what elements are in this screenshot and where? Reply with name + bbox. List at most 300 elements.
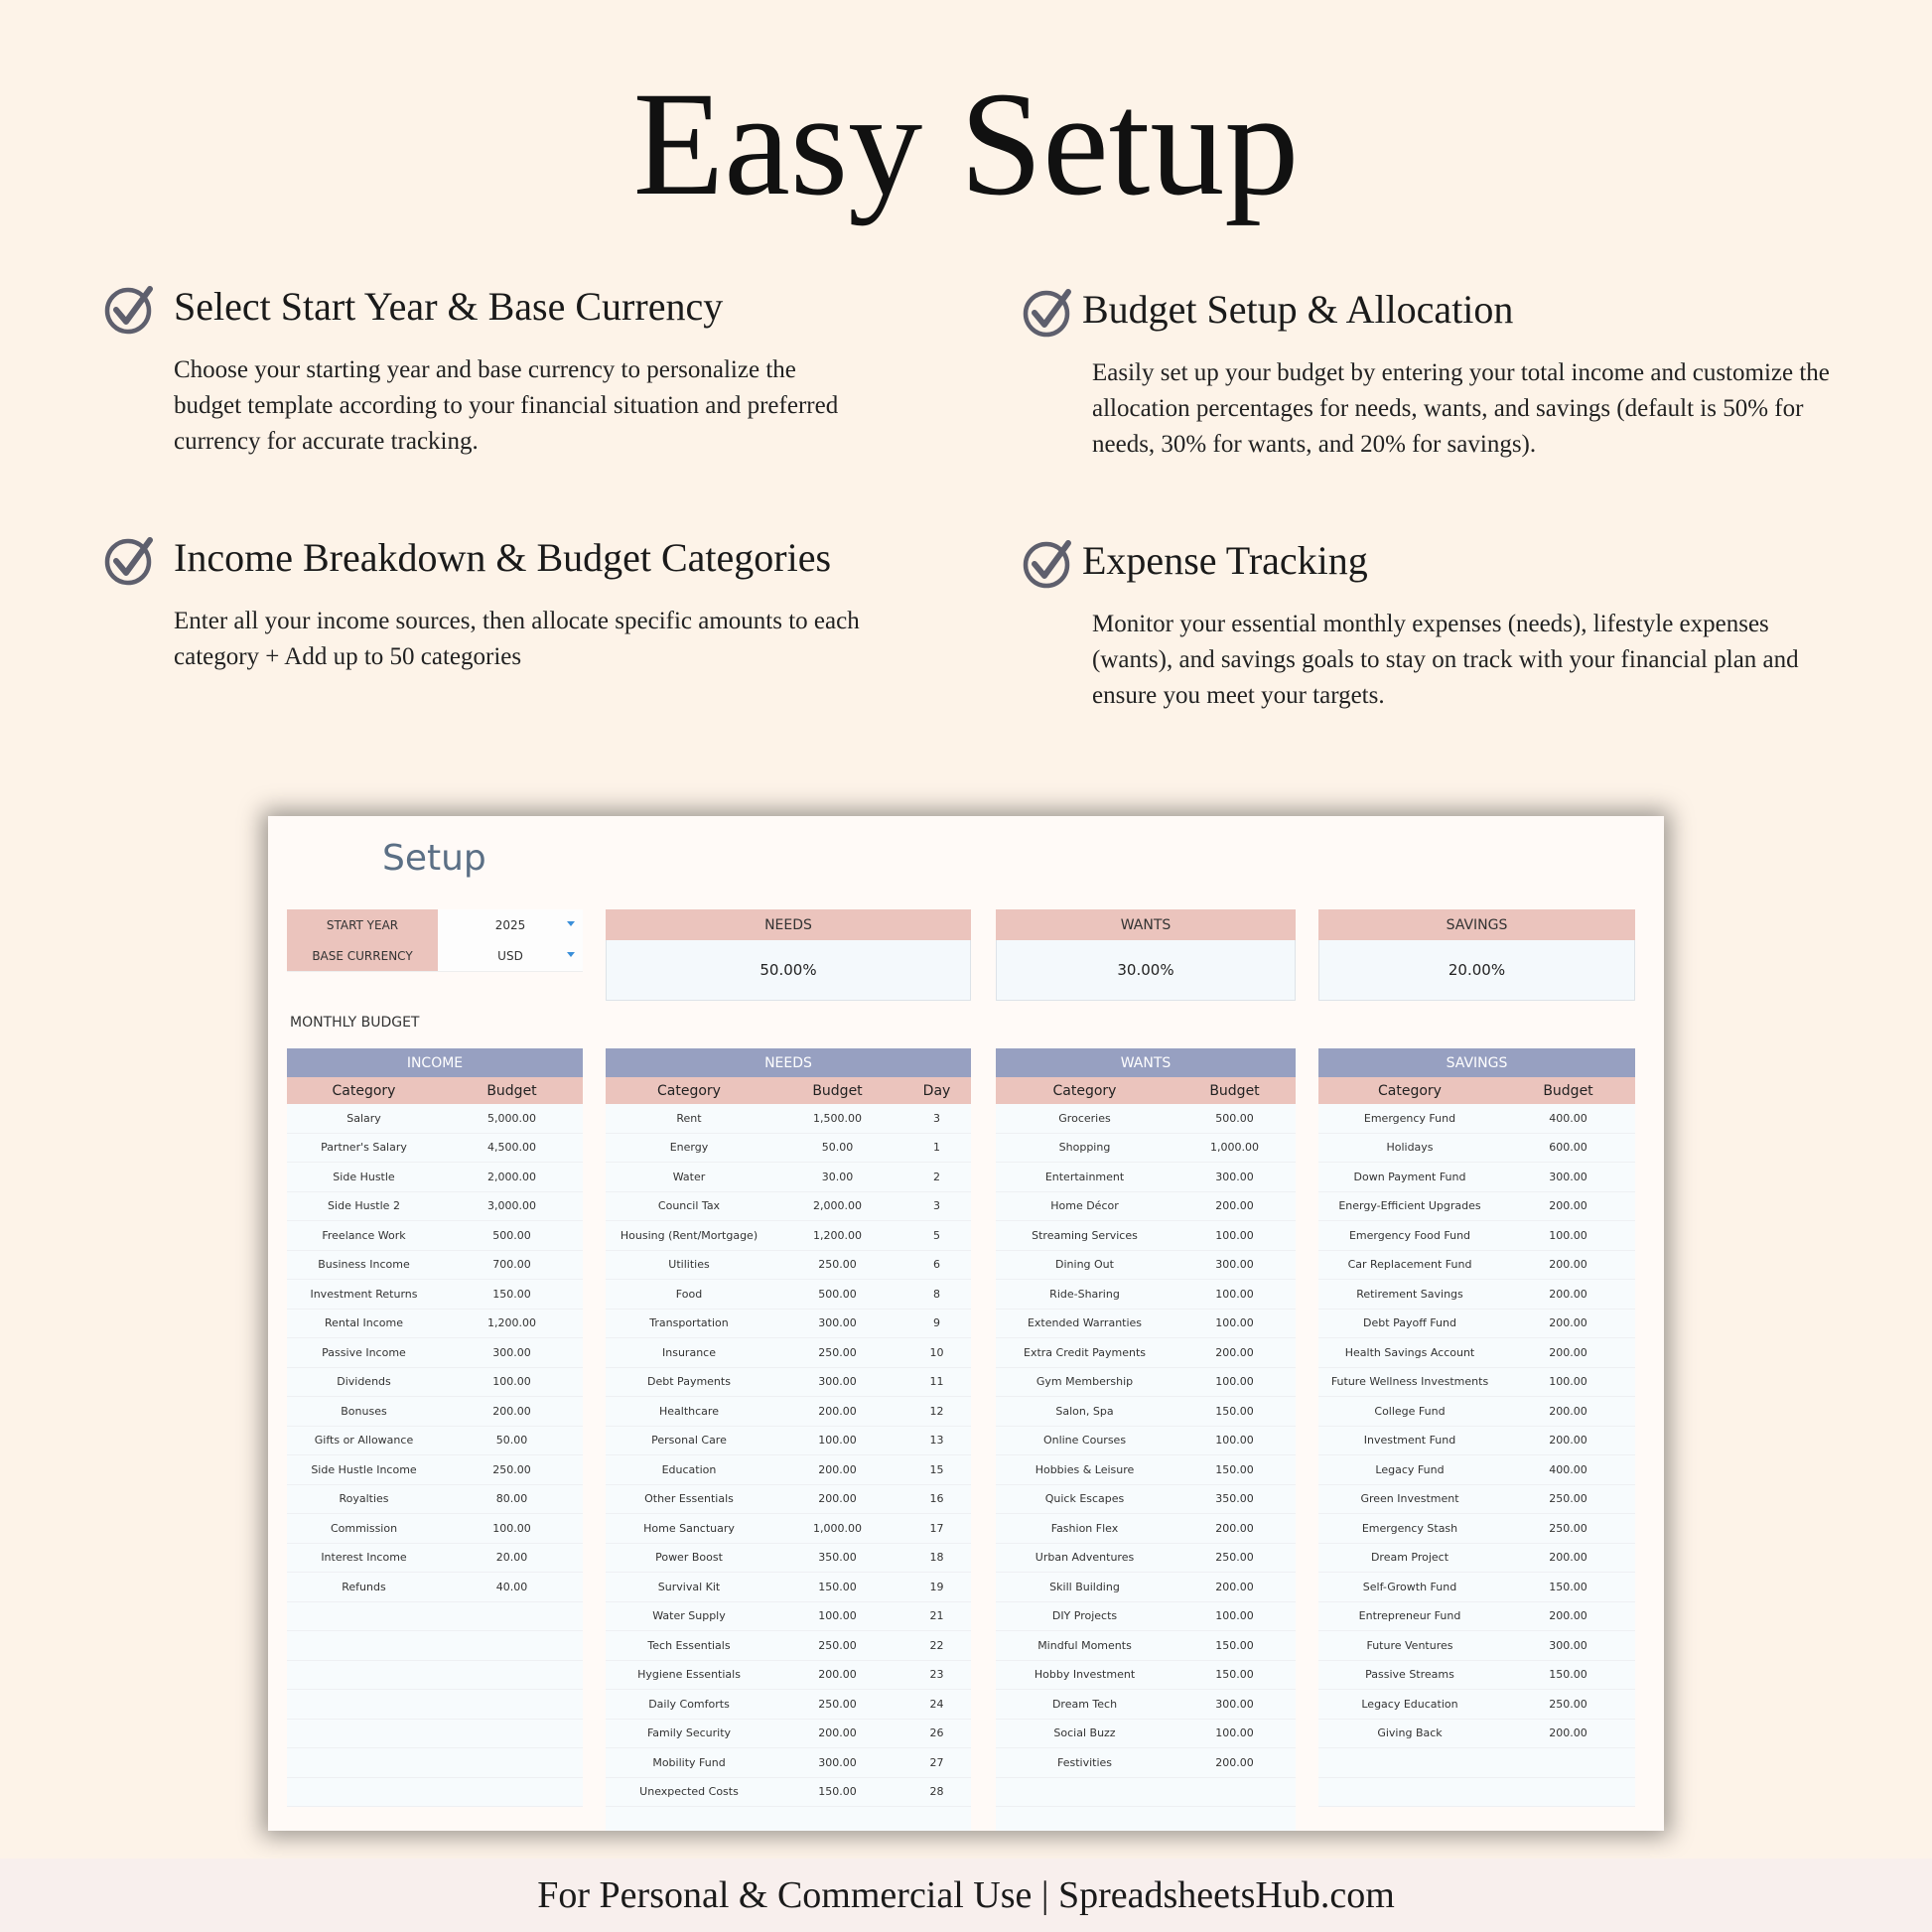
table-cell[interactable]: 200.00 [1549,1345,1587,1359]
table-cell[interactable]: Green Investment [1360,1492,1459,1506]
table-cell[interactable]: 26 [929,1726,944,1740]
table-row [996,1104,1296,1134]
table-cell[interactable]: 200.00 [818,1492,857,1506]
table-cell[interactable]: Online Courses [1042,1434,1127,1448]
table-cell[interactable]: 5 [933,1228,940,1242]
table-cell[interactable]: 3,000.00 [487,1199,536,1213]
table-cell[interactable]: Energy-Efficient Upgrades [1338,1199,1481,1213]
table-cell[interactable]: 200.00 [1549,1551,1587,1565]
column-header: Category [1378,1082,1442,1099]
table-cell[interactable]: Personal Care [651,1434,727,1448]
table-cell[interactable]: 12 [929,1404,944,1418]
table-cell[interactable]: 5,000.00 [487,1111,536,1125]
table-row [1318,1163,1635,1192]
column-header: Category [332,1082,396,1099]
table-cell[interactable]: Water Supply [652,1609,726,1623]
table-cell[interactable]: 18 [929,1551,944,1565]
table-row [996,1163,1296,1192]
table-cell[interactable]: 30.00 [821,1170,854,1183]
table-cell[interactable]: Other Essentials [644,1492,734,1506]
table-row [996,1631,1296,1661]
table-row [606,1192,971,1222]
table-cell[interactable]: 150.00 [1549,1668,1587,1682]
table-cell[interactable]: 100.00 [492,1375,531,1389]
table-cell[interactable]: Daily Comforts [648,1697,730,1711]
table-cell[interactable]: Urban Adventures [1035,1551,1135,1565]
table-cell[interactable]: Partner's Salary [321,1141,407,1155]
table-row [996,1455,1296,1485]
empty-row[interactable] [287,1631,583,1661]
table-cell[interactable]: 150.00 [1215,1638,1254,1652]
empty-row[interactable] [287,1602,583,1632]
table-cell[interactable]: Debt Payments [647,1375,731,1389]
table-cell[interactable]: 16 [929,1492,944,1506]
column-header: Budget [812,1082,863,1099]
table-cell[interactable]: Self-Growth Fund [1362,1580,1457,1593]
table-cell[interactable]: 6 [933,1258,940,1272]
table-cell[interactable]: 100.00 [1215,1434,1254,1448]
table-cell[interactable]: 100.00 [818,1434,857,1448]
page-title: Easy Setup [632,62,1300,226]
table-cell[interactable]: 200.00 [1549,1258,1587,1272]
table-cell[interactable]: 22 [929,1638,944,1652]
table-cell[interactable]: Rental Income [325,1316,403,1330]
table-cell[interactable]: 700.00 [492,1258,531,1272]
start-year-label: START YEAR [287,909,438,940]
check-circle-icon [1023,537,1074,589]
table-cell[interactable]: Gifts or Allowance [314,1434,414,1448]
table-cell[interactable]: 200.00 [1549,1434,1587,1448]
table-cell[interactable]: Down Payment Fund [1353,1170,1466,1183]
empty-row[interactable] [996,1807,1296,1831]
table-cell[interactable]: Health Savings Account [1344,1345,1475,1359]
table-cell[interactable]: Extra Credit Payments [1024,1345,1146,1359]
table-cell[interactable]: 300.00 [1549,1170,1587,1183]
empty-row[interactable] [287,1748,583,1778]
table-cell[interactable]: 3 [933,1199,940,1213]
table-title: SAVINGS [1318,1048,1635,1077]
table-cell[interactable]: 200.00 [1549,1199,1587,1213]
table-title: WANTS [996,1048,1296,1077]
table-row [287,1397,583,1427]
table-cell[interactable]: Legacy Fund [1375,1462,1445,1476]
empty-row[interactable] [1318,1748,1635,1778]
column-header-row [606,1077,971,1104]
needs-percentage-input[interactable]: 50.00% [606,940,971,1001]
table-cell[interactable]: Groceries [1058,1111,1111,1125]
allocation-label: NEEDS [606,909,971,940]
table-cell[interactable]: Side Hustle Income [311,1462,417,1476]
feature-heading: Expense Tracking [1082,538,1368,583]
allocation-label: WANTS [996,909,1296,940]
table-cell[interactable]: 500.00 [492,1228,531,1242]
table-cell[interactable]: 350.00 [818,1551,857,1565]
column-header: Category [1052,1082,1117,1099]
table-row [1318,1427,1635,1456]
table-row [606,1748,971,1778]
empty-row[interactable] [287,1690,583,1720]
table-cell[interactable]: Investment Fund [1363,1434,1456,1448]
table-cell[interactable]: Legacy Education [1361,1697,1458,1711]
table-cell[interactable]: 300.00 [492,1345,531,1359]
table-cell[interactable]: 200.00 [818,1404,857,1418]
feature-body: Easily set up your budget by entering your total income and customize the allocation percentages for needs, wants, and savings (default is 50% for needs, 30% for wants, and 20% for savings). [1092,359,1830,458]
table-row [1318,1720,1635,1749]
table-cell[interactable]: 1,200.00 [487,1316,536,1330]
table-cell[interactable]: Hygiene Essentials [637,1668,741,1682]
table-cell[interactable]: 250.00 [818,1697,857,1711]
column-header: Budget [1543,1082,1593,1099]
table-title: INCOME [287,1048,583,1077]
empty-row[interactable] [606,1807,971,1831]
column-header-row [1318,1077,1635,1104]
table-row [1318,1485,1635,1515]
table-cell[interactable]: 200.00 [1549,1404,1587,1418]
table-cell[interactable]: Festivities [1056,1755,1113,1769]
table-cell[interactable]: 3 [933,1111,940,1125]
table-row [996,1310,1296,1339]
table-row [996,1485,1296,1515]
table-cell[interactable]: 250.00 [818,1258,857,1272]
table-cell[interactable]: 200.00 [1215,1521,1254,1535]
table-cell[interactable]: 400.00 [1549,1111,1587,1125]
wants-table [996,1048,1296,1831]
table-cell[interactable]: Entrepreneur Fund [1358,1609,1461,1623]
table-cell[interactable]: 600.00 [1549,1141,1587,1155]
table-cell[interactable]: Ride-Sharing [1049,1287,1120,1301]
table-row [606,1251,971,1281]
feature-body: Choose your starting year and base currency to personalize the budget template according to your financial situation and preferred currency for accurate tracking. [174,356,839,455]
table-cell[interactable]: 100.00 [492,1521,531,1535]
table-cell[interactable]: Royalties [339,1492,389,1506]
table-cell[interactable]: Dream Tech [1051,1697,1118,1711]
table-cell[interactable]: 9 [933,1316,940,1330]
table-cell[interactable]: Extended Warranties [1027,1316,1143,1330]
table-row [287,1573,583,1602]
table-row [606,1778,971,1808]
table-cell[interactable]: Future Wellness Investments [1330,1375,1489,1389]
table-cell[interactable]: 100.00 [1215,1726,1254,1740]
feature-heading: Select Start Year & Base Currency [174,284,724,329]
table-cell[interactable]: Quick Escapes [1044,1492,1125,1506]
table-cell[interactable]: 250.00 [492,1462,531,1476]
table-cell[interactable]: Hobbies & Leisure [1035,1462,1135,1476]
table-cell[interactable]: Housing (Rent/Mortgage) [620,1228,759,1242]
table-cell[interactable]: 150.00 [818,1785,857,1799]
table-row [287,1221,583,1251]
table-cell[interactable]: Shopping [1058,1141,1111,1155]
table-cell[interactable]: Commission [330,1521,398,1535]
table-cell[interactable]: Gym Membership [1035,1375,1134,1389]
table-cell[interactable]: 150.00 [1215,1462,1254,1476]
table-cell[interactable]: 21 [929,1609,944,1623]
table-cell[interactable]: 80.00 [495,1492,528,1506]
table-cell[interactable]: 2,000.00 [487,1170,536,1183]
table-cell[interactable]: 250.00 [818,1345,857,1359]
table-cell[interactable]: Business Income [318,1258,410,1272]
table-cell[interactable]: 19 [929,1580,944,1593]
table-row [1318,1280,1635,1310]
table-row [1318,1544,1635,1574]
table-row [996,1251,1296,1281]
table-cell[interactable]: Healthcare [659,1404,719,1418]
savings-percentage-input[interactable]: 20.00% [1318,940,1635,1001]
table-cell[interactable]: 11 [929,1375,944,1389]
table-cell[interactable]: 250.00 [1549,1697,1587,1711]
table-cell[interactable]: Emergency Stash [1361,1521,1458,1535]
table-cell[interactable]: Transportation [649,1316,729,1330]
table-row [606,1485,971,1515]
table-cell[interactable]: 200.00 [1215,1755,1254,1769]
table-cell[interactable]: 200.00 [818,1462,857,1476]
table-cell[interactable]: Energy [669,1141,709,1155]
table-cell[interactable]: Home Décor [1050,1199,1119,1213]
table-cell[interactable]: 17 [929,1521,944,1535]
table-cell[interactable]: Utilities [668,1258,710,1272]
table-row [1318,1192,1635,1222]
feature-body: Monitor your essential monthly expenses (needs), lifestyle expenses (wants), and savings goals to stay on track with your financial plan and ensure you meet your targets. [1092,611,1799,709]
table-cell[interactable]: 500.00 [1215,1111,1254,1125]
wants-percentage-input[interactable]: 30.00% [996,940,1296,1001]
table-cell[interactable]: 200.00 [1549,1609,1587,1623]
table-cell[interactable]: Tech Essentials [647,1638,731,1652]
table-cell[interactable]: Home Sanctuary [643,1521,735,1535]
table-cell[interactable]: 4,500.00 [487,1141,536,1155]
empty-row[interactable] [996,1778,1296,1808]
table-cell[interactable]: 300.00 [818,1375,857,1389]
table-cell[interactable]: 200.00 [1549,1287,1587,1301]
table-cell[interactable]: 100.00 [1215,1228,1254,1242]
table-cell[interactable]: Side Hustle [333,1170,395,1183]
empty-row[interactable] [287,1778,583,1808]
table-cell[interactable]: 150.00 [492,1287,531,1301]
start-year-select[interactable] [438,909,583,940]
table-cell[interactable]: Emergency Fund [1363,1111,1456,1125]
table-cell[interactable]: Family Security [646,1726,732,1740]
table-row [996,1134,1296,1164]
check-circle-icon [1023,286,1074,338]
table-row [606,1514,971,1544]
table-row [1318,1455,1635,1485]
table-cell[interactable]: Passive Income [322,1345,406,1359]
table-cell[interactable]: 300.00 [818,1316,857,1330]
table-cell[interactable]: Side Hustle 2 [328,1199,400,1213]
table-row [1318,1661,1635,1691]
table-row [1318,1602,1635,1632]
table-cell[interactable]: 15 [929,1462,944,1476]
table-cell[interactable]: 200.00 [1215,1345,1254,1359]
table-row [1318,1368,1635,1398]
table-cell[interactable]: DIY Projects [1051,1609,1118,1623]
table-cell[interactable]: 100.00 [1215,1287,1254,1301]
table-row [606,1221,971,1251]
table-cell[interactable]: Rent [676,1111,702,1125]
table-cell[interactable]: 150.00 [1215,1404,1254,1418]
table-cell[interactable]: Holidays [1386,1141,1434,1155]
table-cell[interactable]: Car Replacement Fund [1347,1258,1472,1272]
table-cell[interactable]: 200.00 [818,1726,857,1740]
table-cell[interactable]: 1,000.00 [1210,1141,1259,1155]
table-cell[interactable]: 40.00 [495,1580,528,1593]
table-cell[interactable]: 1,000.00 [813,1521,862,1535]
table-cell[interactable]: 250.00 [1549,1521,1587,1535]
table-cell[interactable]: Salary [346,1111,381,1125]
table-cell[interactable]: Unexpected Costs [639,1785,739,1799]
table-cell[interactable]: Refunds [342,1580,386,1593]
table-cell[interactable]: 150.00 [818,1580,857,1593]
table-cell[interactable]: Fashion Flex [1050,1521,1119,1535]
empty-row[interactable] [287,1720,583,1749]
table-row [1318,1310,1635,1339]
base-currency-select[interactable] [438,940,583,971]
dropdown-arrow-icon[interactable] [567,921,575,926]
table-cell[interactable]: 100.00 [1549,1375,1587,1389]
table-cell[interactable]: Survival Kit [657,1580,721,1593]
table-cell[interactable]: Insurance [662,1345,716,1359]
table-cell[interactable]: 500.00 [818,1287,857,1301]
table-cell[interactable]: 200.00 [1549,1316,1587,1330]
table-cell[interactable]: 200.00 [492,1404,531,1418]
dropdown-arrow-icon[interactable] [567,952,575,957]
table-row [287,1427,583,1456]
table-cell[interactable]: Future Ventures [1366,1638,1453,1652]
table-row [1318,1251,1635,1281]
table-cell[interactable]: 200.00 [1215,1580,1254,1593]
table-cell[interactable]: 400.00 [1549,1462,1587,1476]
table-cell[interactable]: 300.00 [818,1755,857,1769]
empty-row[interactable] [1318,1778,1635,1808]
table-row [606,1661,971,1691]
empty-row[interactable] [287,1661,583,1691]
table-cell[interactable]: Passive Streams [1365,1668,1454,1682]
table-cell[interactable]: Hobby Investment [1034,1668,1136,1682]
table-cell[interactable]: 100.00 [1215,1375,1254,1389]
table-cell[interactable]: 300.00 [1549,1638,1587,1652]
table-cell[interactable]: 100.00 [1215,1316,1254,1330]
table-cell[interactable]: 13 [929,1434,944,1448]
table-cell[interactable]: Emergency Food Fund [1348,1228,1471,1242]
table-cell[interactable]: Debt Payoff Fund [1363,1316,1456,1330]
table-row [606,1104,971,1134]
table-cell[interactable]: 8 [933,1287,940,1301]
table-cell[interactable]: Council Tax [657,1199,721,1213]
table-cell[interactable]: Giving Back [1377,1726,1443,1740]
table-cell[interactable]: Interest Income [321,1551,407,1565]
table-cell[interactable]: Streaming Services [1032,1228,1138,1242]
table-cell[interactable]: Entertainment [1044,1170,1125,1183]
table-row [606,1338,971,1368]
table-cell[interactable]: 200.00 [1215,1199,1254,1213]
monthly-budget-label: MONTHLY BUDGET [290,1015,420,1031]
table-cell[interactable]: 150.00 [1549,1580,1587,1593]
table-row [606,1310,971,1339]
table-cell[interactable]: Food [675,1287,703,1301]
table-cell[interactable]: Mindful Moments [1037,1638,1132,1652]
table-cell[interactable]: 24 [929,1697,944,1711]
needs-table [606,1048,971,1831]
table-cell[interactable]: 100.00 [1215,1609,1254,1623]
table-row [287,1514,583,1544]
table-cell[interactable]: Bonuses [341,1404,387,1418]
table-row [606,1134,971,1164]
table-cell[interactable]: 1,500.00 [813,1111,862,1125]
table-cell[interactable]: Dividends [337,1375,391,1389]
table-cell[interactable]: 28 [929,1785,944,1799]
table-row [996,1661,1296,1691]
table-cell[interactable]: Retirement Savings [1356,1287,1463,1301]
table-cell[interactable]: Social Buzz [1053,1726,1116,1740]
table-row [1318,1573,1635,1602]
table-row [606,1720,971,1749]
savings-table [1318,1048,1635,1807]
table-cell[interactable]: 300.00 [1215,1170,1254,1183]
table-cell[interactable]: Education [661,1462,717,1476]
table-cell[interactable]: Dining Out [1055,1258,1114,1272]
table-cell[interactable]: 200.00 [1549,1726,1587,1740]
table-row [1318,1397,1635,1427]
column-header-row [287,1077,583,1104]
table-row [996,1368,1296,1398]
needs-allocation [606,909,971,1002]
table-row [996,1690,1296,1720]
table-cell[interactable]: 300.00 [1215,1258,1254,1272]
table-row [287,1251,583,1281]
table-cell[interactable]: 250.00 [818,1638,857,1652]
table-cell[interactable]: 150.00 [1215,1668,1254,1682]
table-cell[interactable]: 50.00 [821,1141,854,1155]
table-cell[interactable]: Investment Returns [310,1287,418,1301]
table-cell[interactable]: 250.00 [1215,1551,1254,1565]
table-cell[interactable]: 50.00 [495,1434,528,1448]
table-cell[interactable]: 200.00 [818,1668,857,1682]
table-cell[interactable]: College Fund [1374,1404,1446,1418]
table-cell[interactable]: Salon, Spa [1055,1404,1114,1418]
table-cell[interactable]: 100.00 [818,1609,857,1623]
table-row [606,1690,971,1720]
table-cell[interactable]: 23 [929,1668,944,1682]
income-table [287,1048,583,1807]
table-row [996,1514,1296,1544]
table-row [606,1573,971,1602]
table-cell[interactable]: Mobility Fund [652,1755,726,1769]
table-cell[interactable]: 300.00 [1215,1697,1254,1711]
start-year-value: 2025 [494,917,526,932]
table-cell[interactable]: 250.00 [1549,1492,1587,1506]
table-cell[interactable]: 1 [933,1141,940,1155]
table-cell[interactable]: 2,000.00 [813,1199,862,1213]
table-cell[interactable]: Water [672,1170,706,1183]
column-header: Budget [486,1082,537,1099]
table-row [287,1310,583,1339]
column-header: Day [922,1082,951,1099]
table-cell[interactable]: Dream Project [1370,1551,1449,1565]
base-currency-value: USD [497,948,523,963]
table-cell[interactable]: Skill Building [1049,1580,1120,1593]
table-cell[interactable]: 27 [929,1755,944,1769]
table-cell[interactable]: 1,200.00 [813,1228,862,1242]
table-cell[interactable]: Freelance Work [322,1228,406,1242]
table-cell[interactable]: 350.00 [1215,1492,1254,1506]
table-row [1318,1631,1635,1661]
table-cell[interactable]: 10 [929,1345,944,1359]
table-cell[interactable]: 100.00 [1549,1228,1587,1242]
table-cell[interactable]: Power Boost [655,1551,723,1565]
spreadsheet-preview [268,816,1664,1831]
table-row [996,1544,1296,1574]
table-cell[interactable]: 2 [933,1170,940,1183]
table-cell[interactable]: 20.00 [495,1551,528,1565]
table-row [287,1104,583,1134]
